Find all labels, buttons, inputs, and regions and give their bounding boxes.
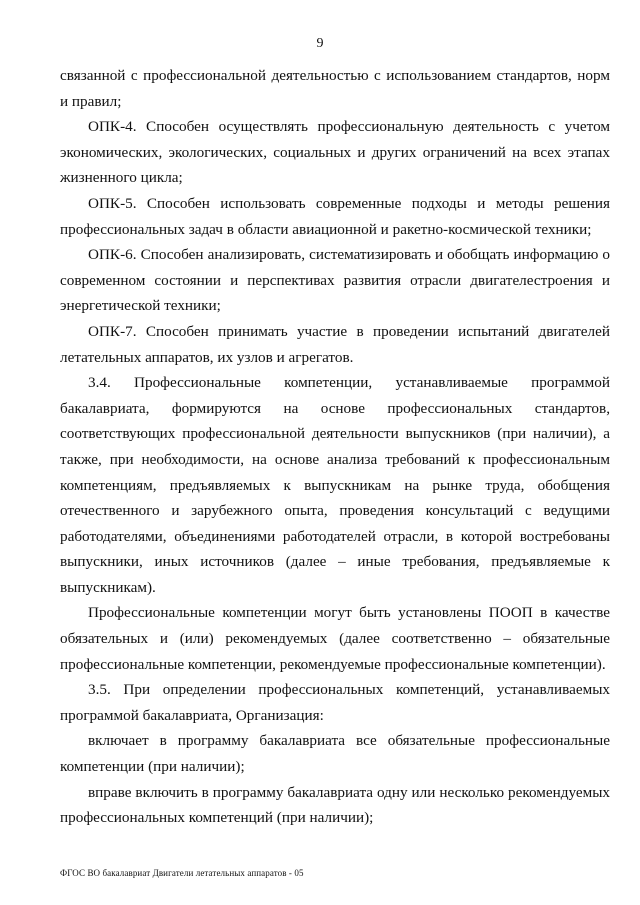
paragraph-opk-7: ОПК-7. Способен принимать участие в проведении испытаний двигателей летательных аппаратов, их узлов и агрегатов. [60, 322, 610, 366]
paragraph-continuation: связанной с профессиональной деятельностью с использованием стандартов, норм и правил; [60, 67, 610, 110]
page-footer: ФГОС ВО бакалавриат Двигатели летательных аппаратов - 05 [60, 868, 304, 878]
paragraph-opk-5: ОПК-5. Способен использовать современные подходы и методы решения профессиональных задач в области авиационной и ракетно-космической техники; [60, 194, 610, 238]
paragraph-3-5: 3.5. При определении профессиональных компетенций, устанавливаемых программой бакалавриата, Организация: [60, 681, 610, 724]
page-number: 9 [316, 36, 324, 51]
paragraph-opk-6: ОПК-6. Способен анализировать, систематизировать и обобщать информацию о современном состоянии и перспективах развития отрасли двигателестроения и энергетической техники; [60, 246, 610, 315]
paragraph-includes: включает в программу бакалавриата все обязательные профессиональные компетенции (при наличии); [60, 732, 610, 776]
paragraph-may-include: вправе включить в программу бакалавриата одну или несколько рекомендуемых профессиональных компетенций (при наличии); [60, 783, 610, 827]
document-body [60, 63, 610, 831]
paragraph-3-4: 3.4. Профессиональные компетенции, устанавливаемые программой бакалавриата, формируются на основе профессиональных стандартов, соответствующих профессиональной деятельности выпускников (при наличии), а также, при необходимости, на основе анализа требований к профессиональным компетенциям, предъявляемых к выпускникам на рынке труда, обобщения отечественного и зарубежного опыта, проведения консультаций с ведущими работодателями, объединениями работодателей отрасли, в которой востребованы выпускники, иных источников (далее – иные требования, предъявляемые к выпускникам). [60, 374, 610, 596]
paragraph-professional-competencies: Профессиональные компетенции могут быть установлены ПООП в качестве обязательных и (или) рекомендуемых (далее соответственно – обязательные профессиональные компетенции, рекомендуемые профессиональные компетенции). [60, 604, 610, 673]
paragraph-opk-4: ОПК-4. Способен осуществлять профессиональную деятельность с учетом экономических, экологических, социальных и других ограничений на всех этапах жизненного цикла; [60, 118, 610, 187]
